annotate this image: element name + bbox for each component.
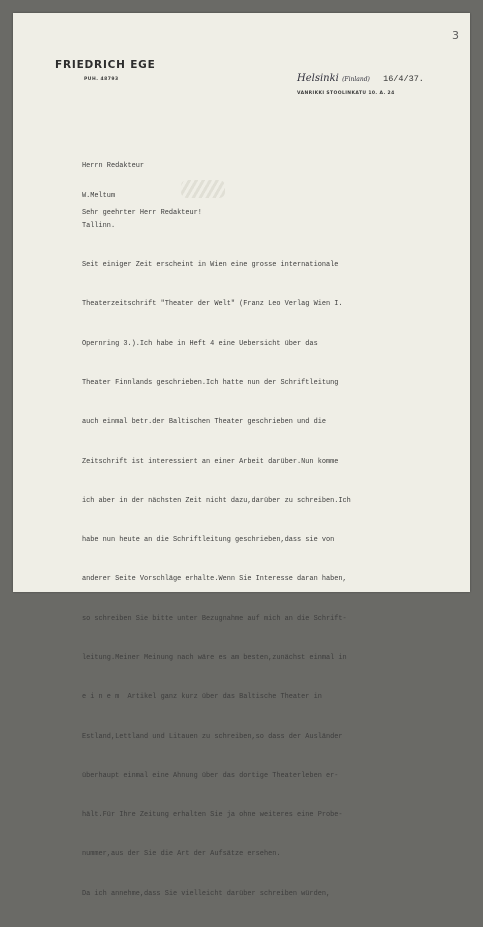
body-line: so schreiben Sie bitte unter Bezugnahme auf mich an die Schrift-: [82, 614, 347, 623]
recipient-line: Tallinn.: [82, 222, 116, 230]
recipient-line: W.Meltum: [82, 192, 116, 200]
body-line: Opernring 3.).Ich habe in Heft 4 eine Uebersicht über das: [82, 339, 318, 348]
letter-body: [82, 233, 351, 927]
recipient-line: Herrn Redakteur: [82, 162, 145, 170]
body-line: nummer,aus der Sie die Art der Aufsätze ersehen.: [82, 850, 281, 859]
place-city: Helsinki: [297, 73, 339, 84]
letterhead-phone: PUH. 48793: [84, 77, 119, 82]
letter-page: [13, 13, 470, 898]
letterhead-address: VANRIKKI STOOLINKATU 10. A. 24: [297, 91, 395, 96]
body-line: Theaterzeitschrift "Theater der Welt" (Franz Leo Verlag Wien I.: [82, 300, 343, 309]
body-line: habe nun heute an die Schriftleitung geschrieben,dass sie von: [82, 536, 335, 545]
body-line: ich aber in der nächsten Zeit nicht dazu,darüber zu schreiben.Ich: [82, 496, 351, 505]
body-line: anderer Seite Vorschläge erhalte.Wenn Sie Interesse daran haben,: [82, 575, 347, 584]
page-number: 3: [452, 29, 459, 42]
body-line: Da ich annehme,dass Sie vielleicht darüber schreiben würden,: [82, 889, 331, 898]
body-line: Seit einiger Zeit erscheint in Wien eine grosse internationale: [82, 261, 339, 270]
salutation: Sehr geehrter Herr Redakteur!: [82, 209, 202, 217]
body-line: e i n e m Artikel ganz kurz über das Baltische Theater in: [82, 693, 322, 702]
letter-date: 16/4/37.: [383, 74, 424, 84]
body-line: überhaupt einmal eine Ahnung über das dortige Theaterleben er-: [82, 771, 339, 780]
place-date: [297, 73, 424, 84]
ghost-stamp-mark: [181, 180, 225, 198]
body-line: auch einmal betr.der Baltischen Theater geschrieben und die: [82, 418, 326, 427]
body-line: leitung.Meiner Meinung nach wäre es am besten,zunächst einmal in: [82, 654, 347, 662]
body-line: Theater Finnlands geschrieben.Ich hatte nun der Schriftleitung: [82, 379, 339, 388]
letterhead-name: FRIEDRICH EGE: [55, 59, 156, 71]
body-line: Estland,Lettland und Litauen zu schreiben,so dass der Ausländer: [82, 732, 343, 741]
place-country: (Finland): [342, 76, 370, 83]
body-line: hält.Für Ihre Zeitung erhalten Sie ja ohne weiteres eine Probe-: [82, 811, 343, 820]
body-line: Zeitschrift ist interessiert an einer Arbeit darüber.Nun komme: [82, 457, 339, 466]
